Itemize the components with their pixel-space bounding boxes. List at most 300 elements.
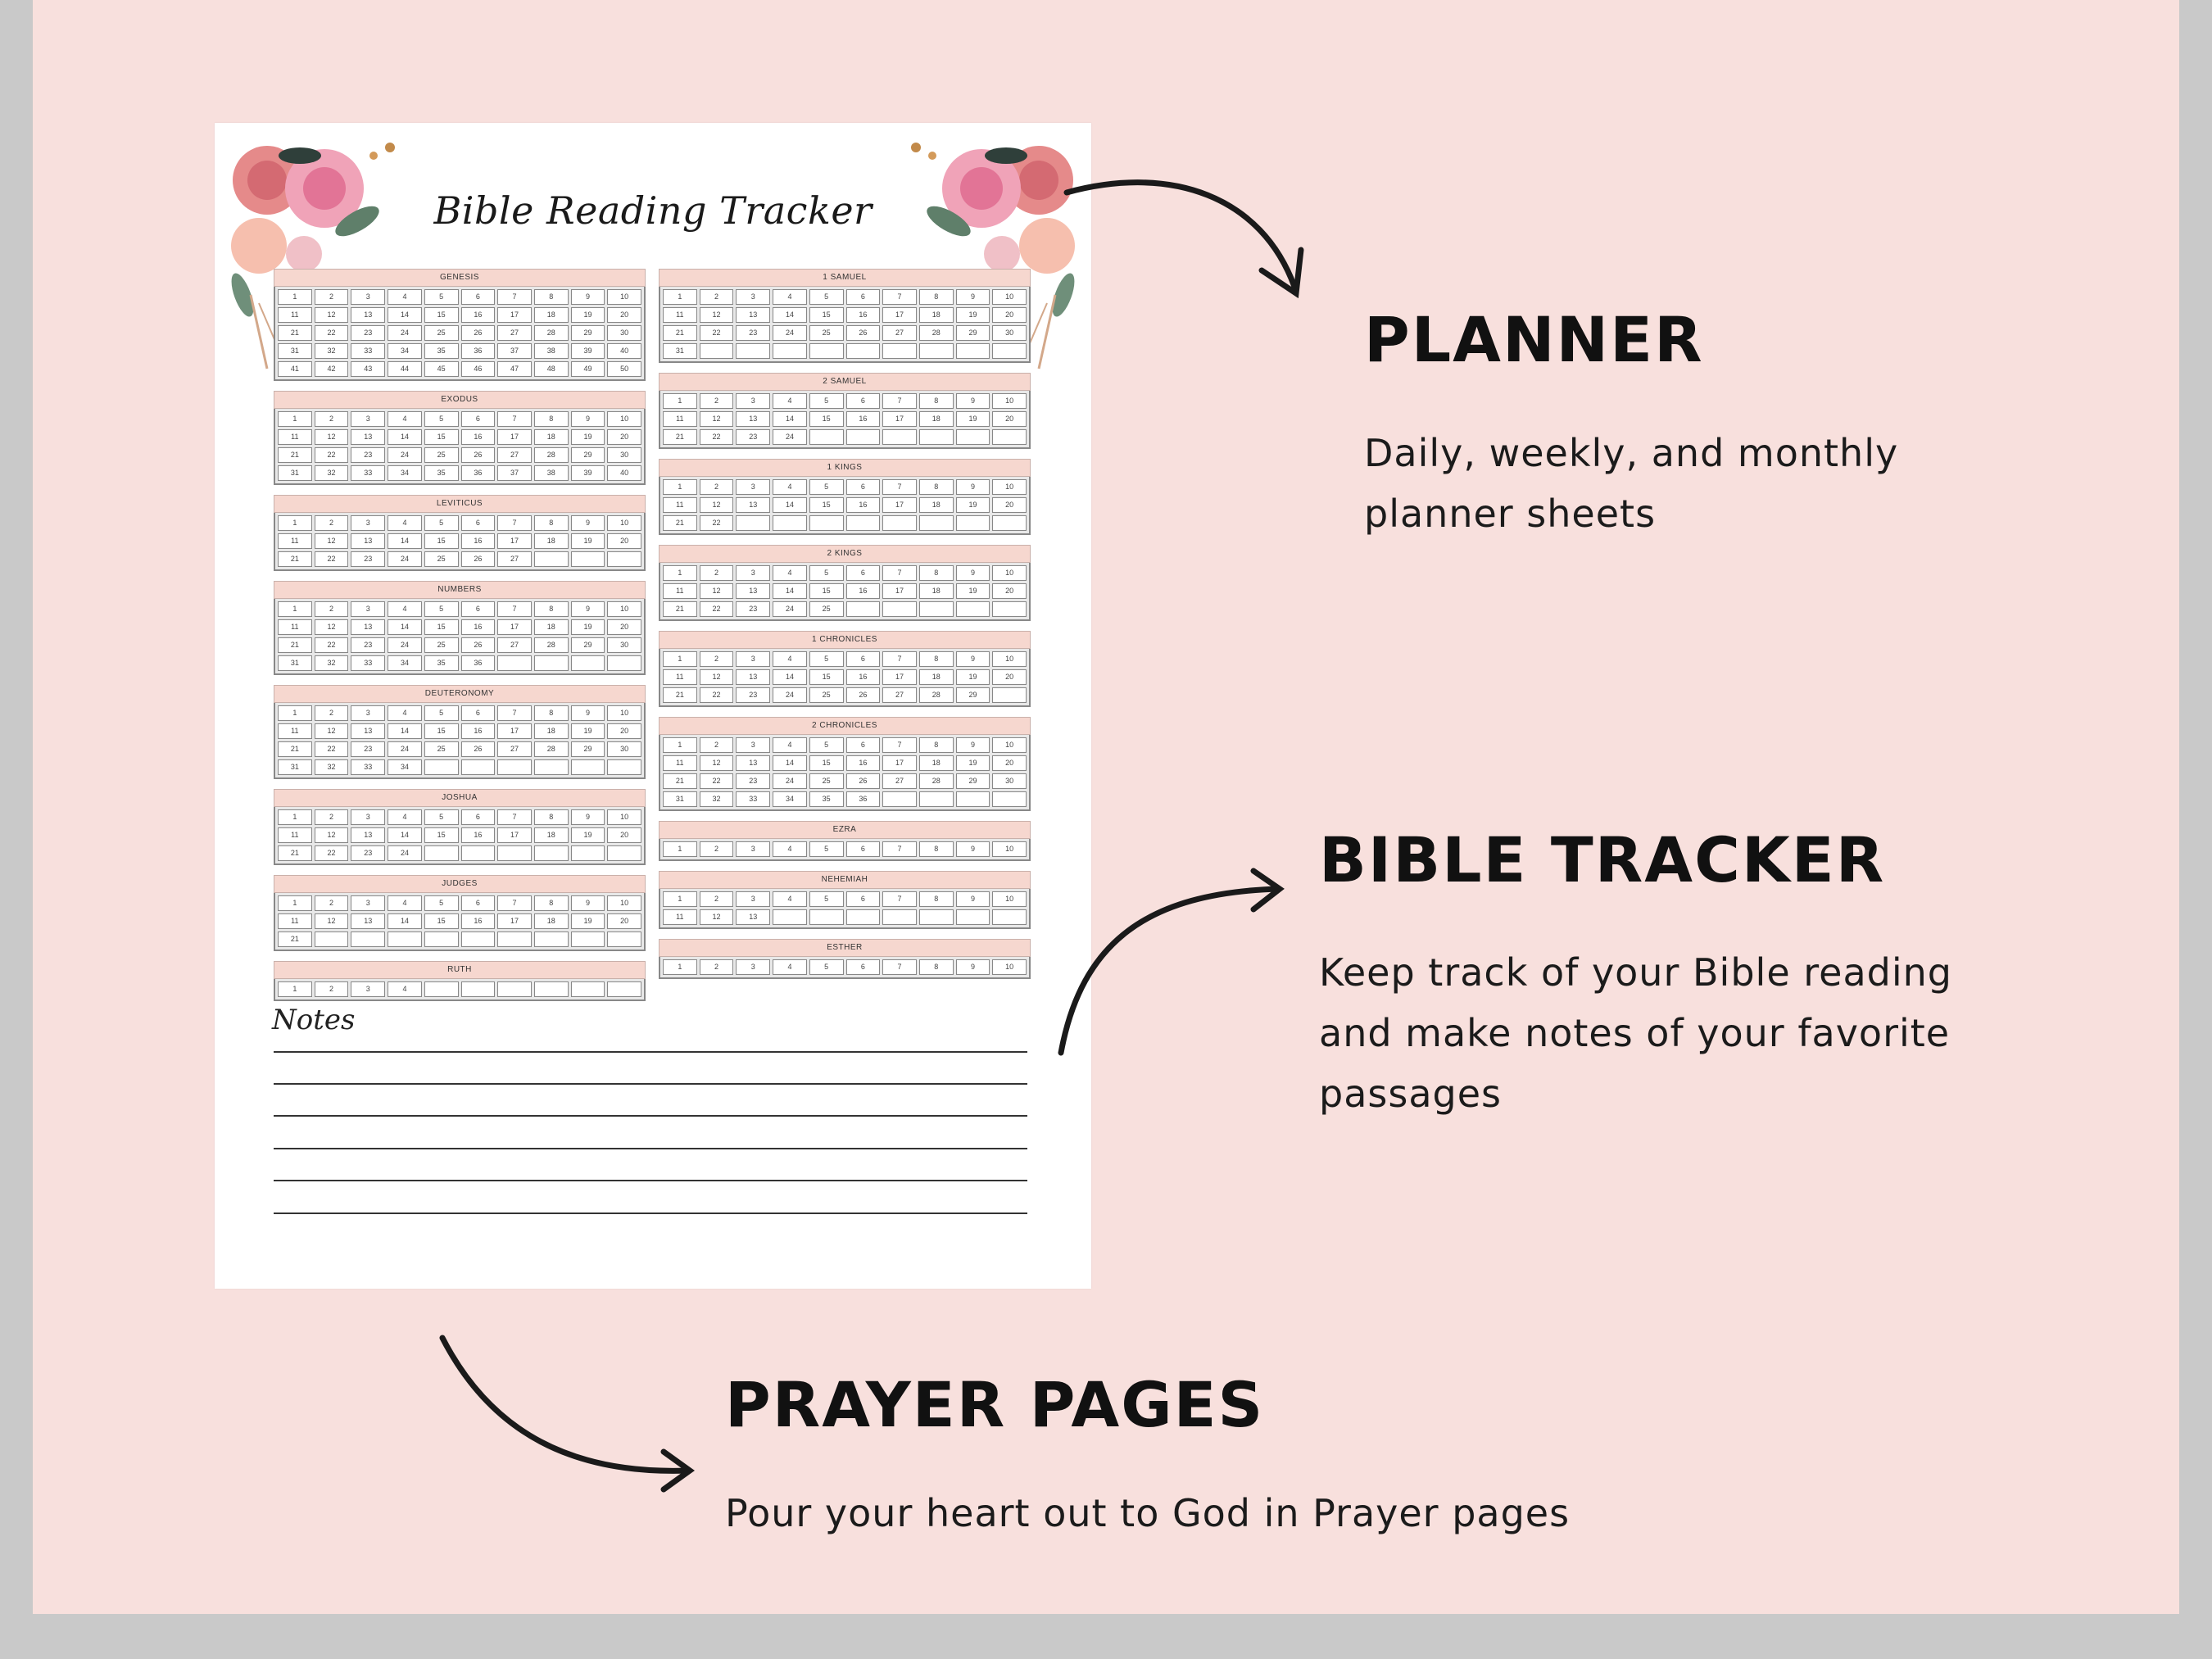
chapter-checkbox[interactable]: 19 xyxy=(956,497,990,513)
chapter-checkbox[interactable]: 9 xyxy=(956,891,990,907)
chapter-checkbox[interactable]: 21 xyxy=(663,687,697,703)
chapter-checkbox[interactable]: 22 xyxy=(315,551,349,567)
chapter-checkbox[interactable]: 21 xyxy=(278,551,312,567)
chapter-checkbox[interactable]: 15 xyxy=(809,669,844,685)
chapter-checkbox[interactable]: 16 xyxy=(846,497,881,513)
chapter-checkbox[interactable]: 33 xyxy=(736,791,770,807)
chapter-checkbox[interactable]: 17 xyxy=(497,827,532,843)
chapter-checkbox[interactable]: 8 xyxy=(919,479,954,495)
chapter-checkbox[interactable]: 12 xyxy=(700,307,734,323)
chapter-checkbox[interactable]: 22 xyxy=(315,845,349,861)
chapter-checkbox[interactable]: 9 xyxy=(571,515,605,531)
chapter-checkbox[interactable]: 18 xyxy=(534,827,569,843)
chapter-checkbox[interactable]: 7 xyxy=(882,891,917,907)
chapter-checkbox[interactable]: 10 xyxy=(607,809,641,825)
chapter-checkbox[interactable]: 5 xyxy=(424,705,459,721)
chapter-checkbox[interactable]: 3 xyxy=(351,411,385,427)
chapter-checkbox[interactable]: 9 xyxy=(956,565,990,581)
chapter-checkbox[interactable]: 30 xyxy=(607,637,641,653)
chapter-checkbox[interactable]: 11 xyxy=(663,669,697,685)
chapter-checkbox[interactable]: 8 xyxy=(919,891,954,907)
chapter-checkbox[interactable]: 19 xyxy=(571,913,605,929)
chapter-checkbox[interactable]: 28 xyxy=(919,687,954,703)
chapter-checkbox[interactable]: 22 xyxy=(315,637,349,653)
chapter-checkbox[interactable]: 26 xyxy=(846,773,881,789)
chapter-checkbox[interactable]: 21 xyxy=(663,429,697,445)
chapter-checkbox[interactable]: 16 xyxy=(461,307,496,323)
chapter-checkbox[interactable]: 14 xyxy=(773,755,807,771)
chapter-checkbox[interactable]: 16 xyxy=(461,913,496,929)
chapter-checkbox[interactable]: 6 xyxy=(846,651,881,667)
chapter-checkbox[interactable]: 10 xyxy=(992,289,1027,305)
chapter-checkbox[interactable]: 2 xyxy=(700,565,734,581)
chapter-checkbox[interactable]: 24 xyxy=(388,325,422,341)
chapter-checkbox[interactable]: 28 xyxy=(534,741,569,757)
chapter-checkbox[interactable]: 23 xyxy=(351,551,385,567)
chapter-checkbox[interactable]: 4 xyxy=(388,515,422,531)
chapter-checkbox[interactable]: 3 xyxy=(351,981,385,997)
chapter-checkbox[interactable]: 12 xyxy=(700,909,734,925)
chapter-checkbox[interactable]: 25 xyxy=(809,773,844,789)
chapter-checkbox[interactable]: 2 xyxy=(315,289,349,305)
chapter-checkbox[interactable]: 27 xyxy=(497,741,532,757)
chapter-checkbox[interactable]: 7 xyxy=(882,479,917,495)
chapter-checkbox[interactable]: 18 xyxy=(919,755,954,771)
chapter-checkbox[interactable]: 29 xyxy=(571,741,605,757)
chapter-checkbox[interactable]: 19 xyxy=(571,429,605,445)
chapter-checkbox[interactable]: 2 xyxy=(700,479,734,495)
chapter-checkbox[interactable]: 10 xyxy=(992,891,1027,907)
chapter-checkbox[interactable]: 24 xyxy=(388,637,422,653)
chapter-checkbox[interactable]: 20 xyxy=(607,307,641,323)
chapter-checkbox[interactable]: 20 xyxy=(992,755,1027,771)
chapter-checkbox[interactable]: 14 xyxy=(388,619,422,635)
chapter-checkbox[interactable]: 16 xyxy=(461,619,496,635)
chapter-checkbox[interactable]: 32 xyxy=(315,759,349,775)
chapter-checkbox[interactable]: 4 xyxy=(773,651,807,667)
chapter-checkbox[interactable]: 8 xyxy=(534,895,569,911)
chapter-checkbox[interactable]: 10 xyxy=(992,565,1027,581)
chapter-checkbox[interactable]: 3 xyxy=(736,479,770,495)
chapter-checkbox[interactable]: 28 xyxy=(919,325,954,341)
chapter-checkbox[interactable]: 16 xyxy=(461,429,496,445)
chapter-checkbox[interactable]: 7 xyxy=(497,411,532,427)
chapter-checkbox[interactable]: 18 xyxy=(919,583,954,599)
chapter-checkbox[interactable]: 6 xyxy=(846,289,881,305)
chapter-checkbox[interactable]: 19 xyxy=(956,755,990,771)
chapter-checkbox[interactable]: 3 xyxy=(351,515,385,531)
chapter-checkbox[interactable]: 10 xyxy=(607,705,641,721)
chapter-checkbox[interactable]: 12 xyxy=(315,429,349,445)
chapter-checkbox[interactable]: 20 xyxy=(607,429,641,445)
chapter-checkbox[interactable]: 2 xyxy=(315,705,349,721)
chapter-checkbox[interactable]: 38 xyxy=(534,343,569,359)
chapter-checkbox[interactable]: 32 xyxy=(315,655,349,671)
chapter-checkbox[interactable]: 19 xyxy=(571,723,605,739)
chapter-checkbox[interactable]: 23 xyxy=(351,637,385,653)
chapter-checkbox[interactable]: 13 xyxy=(736,909,770,925)
chapter-checkbox[interactable]: 1 xyxy=(663,651,697,667)
chapter-checkbox[interactable]: 13 xyxy=(736,669,770,685)
chapter-checkbox[interactable]: 34 xyxy=(388,655,422,671)
chapter-checkbox[interactable]: 6 xyxy=(461,601,496,617)
chapter-checkbox[interactable]: 17 xyxy=(882,411,917,427)
chapter-checkbox[interactable]: 4 xyxy=(388,411,422,427)
chapter-checkbox[interactable]: 2 xyxy=(700,289,734,305)
chapter-checkbox[interactable]: 26 xyxy=(461,741,496,757)
chapter-checkbox[interactable]: 3 xyxy=(736,289,770,305)
chapter-checkbox[interactable]: 13 xyxy=(351,619,385,635)
chapter-checkbox[interactable]: 2 xyxy=(700,737,734,753)
chapter-checkbox[interactable]: 24 xyxy=(388,551,422,567)
chapter-checkbox[interactable]: 43 xyxy=(351,361,385,377)
chapter-checkbox[interactable]: 8 xyxy=(534,601,569,617)
chapter-checkbox[interactable]: 16 xyxy=(846,669,881,685)
chapter-checkbox[interactable]: 28 xyxy=(534,447,569,463)
chapter-checkbox[interactable]: 1 xyxy=(663,841,697,857)
chapter-checkbox[interactable]: 12 xyxy=(700,755,734,771)
chapter-checkbox[interactable]: 4 xyxy=(773,393,807,409)
chapter-checkbox[interactable]: 11 xyxy=(278,913,312,929)
chapter-checkbox[interactable]: 27 xyxy=(882,325,917,341)
chapter-checkbox[interactable]: 10 xyxy=(992,651,1027,667)
chapter-checkbox[interactable]: 39 xyxy=(571,465,605,481)
chapter-checkbox[interactable]: 10 xyxy=(992,393,1027,409)
chapter-checkbox[interactable]: 18 xyxy=(919,411,954,427)
chapter-checkbox[interactable]: 24 xyxy=(773,325,807,341)
chapter-checkbox[interactable]: 22 xyxy=(700,601,734,617)
chapter-checkbox[interactable]: 6 xyxy=(846,393,881,409)
chapter-checkbox[interactable]: 9 xyxy=(956,959,990,975)
chapter-checkbox[interactable]: 5 xyxy=(809,565,844,581)
chapter-checkbox[interactable]: 21 xyxy=(278,325,312,341)
chapter-checkbox[interactable]: 13 xyxy=(351,723,385,739)
chapter-checkbox[interactable]: 48 xyxy=(534,361,569,377)
chapter-checkbox[interactable]: 25 xyxy=(809,687,844,703)
chapter-checkbox[interactable]: 9 xyxy=(571,809,605,825)
chapter-checkbox[interactable]: 35 xyxy=(424,465,459,481)
chapter-checkbox[interactable]: 7 xyxy=(882,959,917,975)
chapter-checkbox[interactable]: 1 xyxy=(663,289,697,305)
chapter-checkbox[interactable]: 11 xyxy=(278,723,312,739)
chapter-checkbox[interactable]: 5 xyxy=(424,289,459,305)
chapter-checkbox[interactable]: 13 xyxy=(736,497,770,513)
chapter-checkbox[interactable]: 8 xyxy=(534,411,569,427)
chapter-checkbox[interactable]: 40 xyxy=(607,465,641,481)
chapter-checkbox[interactable]: 10 xyxy=(607,895,641,911)
chapter-checkbox[interactable]: 26 xyxy=(846,687,881,703)
chapter-checkbox[interactable]: 1 xyxy=(278,601,312,617)
chapter-checkbox[interactable]: 34 xyxy=(773,791,807,807)
chapter-checkbox[interactable]: 17 xyxy=(497,429,532,445)
chapter-checkbox[interactable]: 20 xyxy=(607,619,641,635)
chapter-checkbox[interactable]: 5 xyxy=(424,895,459,911)
chapter-checkbox[interactable]: 12 xyxy=(315,533,349,549)
chapter-checkbox[interactable]: 4 xyxy=(388,705,422,721)
chapter-checkbox[interactable]: 3 xyxy=(351,705,385,721)
chapter-checkbox[interactable]: 29 xyxy=(571,637,605,653)
chapter-checkbox[interactable]: 7 xyxy=(882,651,917,667)
chapter-checkbox[interactable]: 1 xyxy=(278,981,312,997)
chapter-checkbox[interactable]: 22 xyxy=(315,741,349,757)
chapter-checkbox[interactable]: 13 xyxy=(351,533,385,549)
chapter-checkbox[interactable]: 2 xyxy=(700,393,734,409)
chapter-checkbox[interactable]: 1 xyxy=(278,515,312,531)
chapter-checkbox[interactable]: 9 xyxy=(571,411,605,427)
chapter-checkbox[interactable]: 3 xyxy=(736,565,770,581)
chapter-checkbox[interactable]: 14 xyxy=(388,913,422,929)
chapter-checkbox[interactable]: 35 xyxy=(809,791,844,807)
chapter-checkbox[interactable]: 40 xyxy=(607,343,641,359)
chapter-checkbox[interactable]: 10 xyxy=(607,601,641,617)
chapter-checkbox[interactable]: 14 xyxy=(773,669,807,685)
chapter-checkbox[interactable]: 13 xyxy=(351,827,385,843)
chapter-checkbox[interactable]: 9 xyxy=(956,651,990,667)
chapter-checkbox[interactable]: 32 xyxy=(315,343,349,359)
chapter-checkbox[interactable]: 19 xyxy=(571,307,605,323)
chapter-checkbox[interactable]: 12 xyxy=(700,583,734,599)
chapter-checkbox[interactable]: 23 xyxy=(351,845,385,861)
chapter-checkbox[interactable]: 13 xyxy=(351,429,385,445)
chapter-checkbox[interactable]: 12 xyxy=(315,619,349,635)
chapter-checkbox[interactable]: 24 xyxy=(773,601,807,617)
chapter-checkbox[interactable]: 25 xyxy=(424,637,459,653)
chapter-checkbox[interactable]: 12 xyxy=(315,913,349,929)
chapter-checkbox[interactable]: 4 xyxy=(388,895,422,911)
chapter-checkbox[interactable]: 7 xyxy=(497,809,532,825)
chapter-checkbox[interactable]: 7 xyxy=(882,393,917,409)
chapter-checkbox[interactable]: 32 xyxy=(315,465,349,481)
chapter-checkbox[interactable]: 27 xyxy=(497,325,532,341)
chapter-checkbox[interactable]: 4 xyxy=(388,809,422,825)
chapter-checkbox[interactable]: 32 xyxy=(700,791,734,807)
chapter-checkbox[interactable]: 6 xyxy=(461,515,496,531)
chapter-checkbox[interactable]: 20 xyxy=(992,411,1027,427)
chapter-checkbox[interactable]: 8 xyxy=(919,393,954,409)
chapter-checkbox[interactable]: 7 xyxy=(882,737,917,753)
chapter-checkbox[interactable]: 7 xyxy=(882,841,917,857)
chapter-checkbox[interactable]: 1 xyxy=(278,289,312,305)
chapter-checkbox[interactable]: 17 xyxy=(882,307,917,323)
chapter-checkbox[interactable]: 5 xyxy=(424,411,459,427)
chapter-checkbox[interactable]: 37 xyxy=(497,465,532,481)
chapter-checkbox[interactable]: 20 xyxy=(607,533,641,549)
chapter-checkbox[interactable]: 17 xyxy=(882,755,917,771)
chapter-checkbox[interactable]: 1 xyxy=(278,705,312,721)
chapter-checkbox[interactable]: 35 xyxy=(424,343,459,359)
chapter-checkbox[interactable]: 15 xyxy=(424,827,459,843)
chapter-checkbox[interactable]: 17 xyxy=(882,497,917,513)
chapter-checkbox[interactable]: 31 xyxy=(278,655,312,671)
chapter-checkbox[interactable]: 10 xyxy=(607,515,641,531)
chapter-checkbox[interactable]: 23 xyxy=(736,429,770,445)
chapter-checkbox[interactable]: 20 xyxy=(607,723,641,739)
chapter-checkbox[interactable]: 5 xyxy=(809,393,844,409)
chapter-checkbox[interactable]: 2 xyxy=(700,891,734,907)
chapter-checkbox[interactable]: 19 xyxy=(956,411,990,427)
chapter-checkbox[interactable]: 14 xyxy=(388,533,422,549)
chapter-checkbox[interactable]: 8 xyxy=(919,651,954,667)
chapter-checkbox[interactable]: 9 xyxy=(956,393,990,409)
chapter-checkbox[interactable]: 2 xyxy=(700,841,734,857)
chapter-checkbox[interactable]: 36 xyxy=(846,791,881,807)
chapter-checkbox[interactable]: 31 xyxy=(663,343,697,359)
chapter-checkbox[interactable]: 1 xyxy=(663,393,697,409)
chapter-checkbox[interactable]: 5 xyxy=(809,479,844,495)
chapter-checkbox[interactable]: 1 xyxy=(663,479,697,495)
chapter-checkbox[interactable]: 16 xyxy=(846,583,881,599)
chapter-checkbox[interactable]: 6 xyxy=(461,809,496,825)
chapter-checkbox[interactable]: 11 xyxy=(278,619,312,635)
chapter-checkbox[interactable]: 6 xyxy=(846,841,881,857)
chapter-checkbox[interactable]: 15 xyxy=(424,533,459,549)
chapter-checkbox[interactable]: 1 xyxy=(278,895,312,911)
chapter-checkbox[interactable]: 33 xyxy=(351,343,385,359)
chapter-checkbox[interactable]: 26 xyxy=(461,325,496,341)
chapter-checkbox[interactable]: 30 xyxy=(607,741,641,757)
chapter-checkbox[interactable]: 22 xyxy=(700,773,734,789)
chapter-checkbox[interactable]: 3 xyxy=(736,891,770,907)
chapter-checkbox[interactable]: 24 xyxy=(388,845,422,861)
chapter-checkbox[interactable]: 6 xyxy=(846,959,881,975)
chapter-checkbox[interactable]: 4 xyxy=(773,959,807,975)
chapter-checkbox[interactable]: 5 xyxy=(809,841,844,857)
chapter-checkbox[interactable]: 47 xyxy=(497,361,532,377)
chapter-checkbox[interactable]: 7 xyxy=(882,289,917,305)
chapter-checkbox[interactable]: 11 xyxy=(663,411,697,427)
chapter-checkbox[interactable]: 38 xyxy=(534,465,569,481)
chapter-checkbox[interactable]: 1 xyxy=(663,565,697,581)
chapter-checkbox[interactable]: 5 xyxy=(809,289,844,305)
chapter-checkbox[interactable]: 18 xyxy=(919,307,954,323)
chapter-checkbox[interactable]: 11 xyxy=(663,307,697,323)
chapter-checkbox[interactable]: 3 xyxy=(736,841,770,857)
chapter-checkbox[interactable]: 7 xyxy=(497,601,532,617)
chapter-checkbox[interactable]: 31 xyxy=(663,791,697,807)
chapter-checkbox[interactable]: 14 xyxy=(773,497,807,513)
chapter-checkbox[interactable]: 33 xyxy=(351,759,385,775)
chapter-checkbox[interactable]: 5 xyxy=(809,651,844,667)
chapter-checkbox[interactable]: 4 xyxy=(773,737,807,753)
chapter-checkbox[interactable]: 6 xyxy=(461,895,496,911)
chapter-checkbox[interactable]: 15 xyxy=(809,755,844,771)
chapter-checkbox[interactable]: 29 xyxy=(571,325,605,341)
chapter-checkbox[interactable]: 2 xyxy=(700,651,734,667)
chapter-checkbox[interactable]: 5 xyxy=(809,959,844,975)
chapter-checkbox[interactable]: 4 xyxy=(773,479,807,495)
chapter-checkbox[interactable]: 1 xyxy=(663,737,697,753)
chapter-checkbox[interactable]: 4 xyxy=(773,565,807,581)
chapter-checkbox[interactable]: 7 xyxy=(882,565,917,581)
chapter-checkbox[interactable]: 28 xyxy=(534,637,569,653)
chapter-checkbox[interactable]: 21 xyxy=(278,845,312,861)
chapter-checkbox[interactable]: 2 xyxy=(315,981,349,997)
chapter-checkbox[interactable]: 16 xyxy=(461,533,496,549)
chapter-checkbox[interactable]: 3 xyxy=(351,601,385,617)
chapter-checkbox[interactable]: 17 xyxy=(497,307,532,323)
chapter-checkbox[interactable]: 2 xyxy=(315,515,349,531)
chapter-checkbox[interactable]: 1 xyxy=(278,411,312,427)
chapter-checkbox[interactable]: 4 xyxy=(773,841,807,857)
chapter-checkbox[interactable]: 8 xyxy=(919,737,954,753)
chapter-checkbox[interactable]: 4 xyxy=(773,289,807,305)
chapter-checkbox[interactable]: 3 xyxy=(736,651,770,667)
chapter-checkbox[interactable]: 39 xyxy=(571,343,605,359)
chapter-checkbox[interactable]: 8 xyxy=(534,289,569,305)
chapter-checkbox[interactable]: 26 xyxy=(846,325,881,341)
chapter-checkbox[interactable]: 9 xyxy=(571,289,605,305)
chapter-checkbox[interactable]: 22 xyxy=(700,429,734,445)
chapter-checkbox[interactable]: 12 xyxy=(315,723,349,739)
chapter-checkbox[interactable]: 41 xyxy=(278,361,312,377)
chapter-checkbox[interactable]: 9 xyxy=(571,895,605,911)
chapter-checkbox[interactable]: 12 xyxy=(700,497,734,513)
chapter-checkbox[interactable]: 5 xyxy=(809,737,844,753)
chapter-checkbox[interactable]: 25 xyxy=(424,551,459,567)
chapter-checkbox[interactable]: 12 xyxy=(315,307,349,323)
chapter-checkbox[interactable]: 2 xyxy=(315,895,349,911)
chapter-checkbox[interactable]: 15 xyxy=(424,913,459,929)
chapter-checkbox[interactable]: 8 xyxy=(919,841,954,857)
chapter-checkbox[interactable]: 10 xyxy=(992,841,1027,857)
chapter-checkbox[interactable]: 13 xyxy=(351,307,385,323)
chapter-checkbox[interactable]: 37 xyxy=(497,343,532,359)
chapter-checkbox[interactable]: 18 xyxy=(534,723,569,739)
chapter-checkbox[interactable]: 11 xyxy=(663,583,697,599)
chapter-checkbox[interactable]: 29 xyxy=(956,325,990,341)
chapter-checkbox[interactable]: 29 xyxy=(956,773,990,789)
chapter-checkbox[interactable]: 20 xyxy=(992,583,1027,599)
chapter-checkbox[interactable]: 11 xyxy=(278,429,312,445)
chapter-checkbox[interactable]: 3 xyxy=(736,737,770,753)
chapter-checkbox[interactable]: 24 xyxy=(773,773,807,789)
chapter-checkbox[interactable]: 23 xyxy=(351,325,385,341)
chapter-checkbox[interactable]: 19 xyxy=(956,307,990,323)
chapter-checkbox[interactable]: 6 xyxy=(846,737,881,753)
chapter-checkbox[interactable]: 15 xyxy=(424,619,459,635)
chapter-checkbox[interactable]: 23 xyxy=(736,773,770,789)
chapter-checkbox[interactable]: 8 xyxy=(919,289,954,305)
chapter-checkbox[interactable]: 2 xyxy=(700,959,734,975)
chapter-checkbox[interactable]: 30 xyxy=(607,325,641,341)
chapter-checkbox[interactable]: 10 xyxy=(607,411,641,427)
chapter-checkbox[interactable]: 20 xyxy=(992,669,1027,685)
chapter-checkbox[interactable]: 12 xyxy=(700,669,734,685)
chapter-checkbox[interactable]: 1 xyxy=(663,959,697,975)
chapter-checkbox[interactable]: 3 xyxy=(736,393,770,409)
chapter-checkbox[interactable]: 6 xyxy=(461,411,496,427)
chapter-checkbox[interactable]: 46 xyxy=(461,361,496,377)
chapter-checkbox[interactable]: 22 xyxy=(700,687,734,703)
chapter-checkbox[interactable]: 42 xyxy=(315,361,349,377)
chapter-checkbox[interactable]: 2 xyxy=(315,411,349,427)
chapter-checkbox[interactable]: 13 xyxy=(351,913,385,929)
chapter-checkbox[interactable]: 19 xyxy=(956,583,990,599)
chapter-checkbox[interactable]: 2 xyxy=(315,809,349,825)
chapter-checkbox[interactable]: 21 xyxy=(278,931,312,947)
chapter-checkbox[interactable]: 17 xyxy=(497,913,532,929)
chapter-checkbox[interactable]: 29 xyxy=(956,687,990,703)
chapter-checkbox[interactable]: 18 xyxy=(534,429,569,445)
chapter-checkbox[interactable]: 6 xyxy=(461,289,496,305)
chapter-checkbox[interactable]: 21 xyxy=(278,447,312,463)
chapter-checkbox[interactable]: 19 xyxy=(571,533,605,549)
chapter-checkbox[interactable]: 34 xyxy=(388,759,422,775)
chapter-checkbox[interactable]: 21 xyxy=(663,773,697,789)
chapter-checkbox[interactable]: 31 xyxy=(278,759,312,775)
chapter-checkbox[interactable]: 29 xyxy=(571,447,605,463)
chapter-checkbox[interactable]: 13 xyxy=(736,583,770,599)
